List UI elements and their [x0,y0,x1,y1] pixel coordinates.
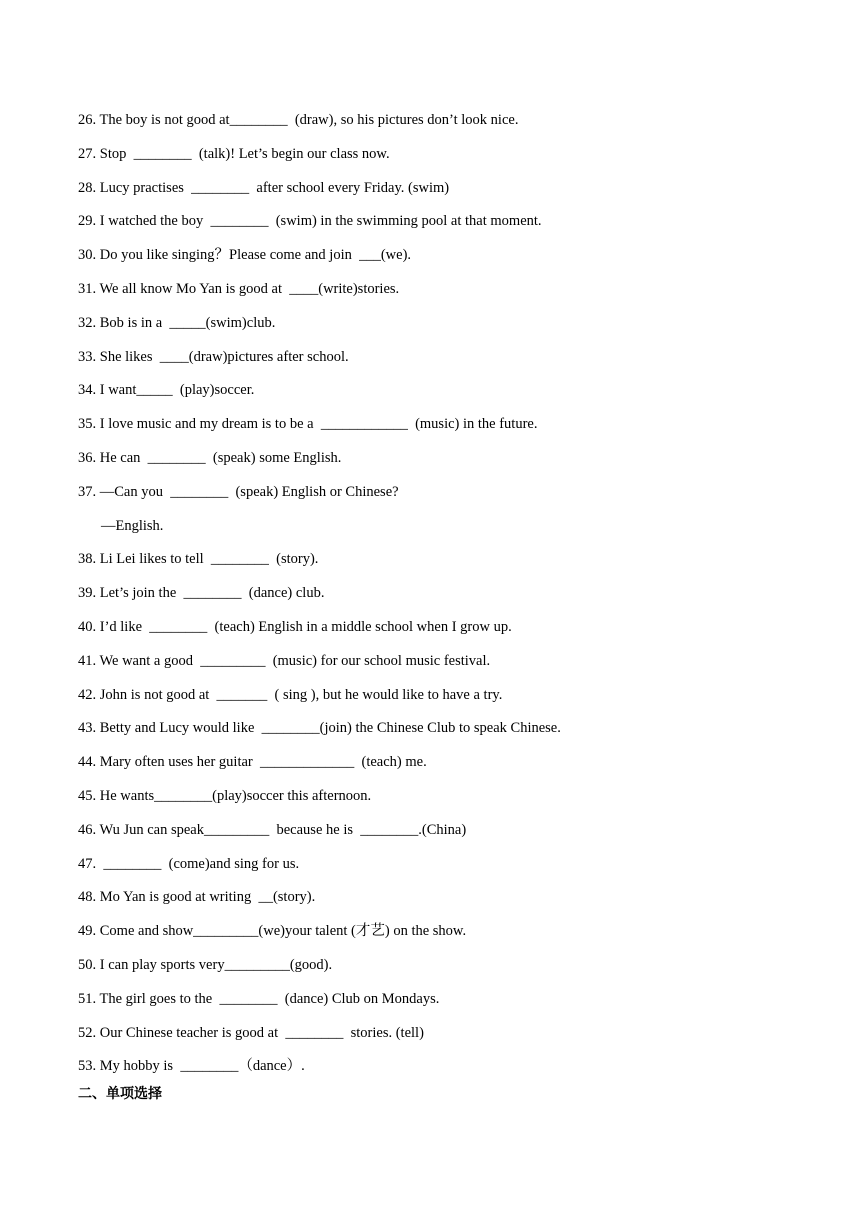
question-40: 40. I’d like ________ (teach) English in a middle school when I grow up. [78,618,512,635]
question-42: 42. John is not good at _______ ( sing ), but he would like to have a try. [78,686,503,703]
question-45: 45. He wants________(play)soccer this afternoon. [78,787,372,804]
question-38: 38. Li Lei likes to tell ________ (story). [78,551,319,568]
question-51: 51. The girl goes to the ________ (dance) Club on Mondays. [78,990,440,1007]
question-50: 50. I can play sports very_________(good). [78,956,333,973]
question-43: 43. Betty and Lucy would like ________(join) the Chinese Club to speak Chinese. [78,720,561,737]
question-28: 28. Lucy practises ________ after school every Friday. (swim) [78,179,450,196]
question-34: 34. I want_____ (play)soccer. [78,382,255,399]
question-53: 53. My hobby is ________（dance）. [78,1058,305,1075]
question-41: 41. We want a good _________ (music) for our school music festival. [78,652,491,669]
question-31: 31. We all know Mo Yan is good at ____(write)stories. [78,280,400,297]
question-39: 39. Let’s join the ________ (dance) club. [78,585,325,602]
question-44: 44. Mary often uses her guitar _____________ (teach) me. [78,754,427,771]
question-30: 30. Do you like singing？Please come and join ___(we). [78,247,412,264]
question-52: 52. Our Chinese teacher is good at ________ stories. (tell) [78,1024,424,1041]
question-49: 49. Come and show_________(we)your talent (才艺) on the show. [78,923,467,940]
question-46: 46. Wu Jun can speak_________ because he is ________.(China) [78,821,467,838]
question-32: 32. Bob is in a _____(swim)club. [78,314,276,331]
question-26: 26. The boy is not good at________ (draw), so his pictures don’t look nice. [78,112,519,128]
question-29: 29. I watched the boy ________ (swim) in the swimming pool at that moment. [78,213,542,230]
question-37-answer: —English. [101,517,164,534]
section-heading-multiple-choice: 二、单项选择 [78,1086,162,1102]
question-48: 48. Mo Yan is good at writing __(story). [78,889,316,906]
question-33: 33. She likes ____(draw)pictures after school. [78,348,349,365]
question-35: 35. I love music and my dream is to be a ____________ (music) in the future. [78,416,538,433]
question-37: 37. —Can you ________ (speak) English or Chinese? [78,483,399,500]
question-27: 27. Stop ________ (talk)! Let’s begin our class now. [78,145,390,162]
exercise-list [78,108,798,1088]
question-36: 36. He can ________ (speak) some English. [78,449,342,466]
question-47: 47. ________ (come)and sing for us. [78,855,300,872]
